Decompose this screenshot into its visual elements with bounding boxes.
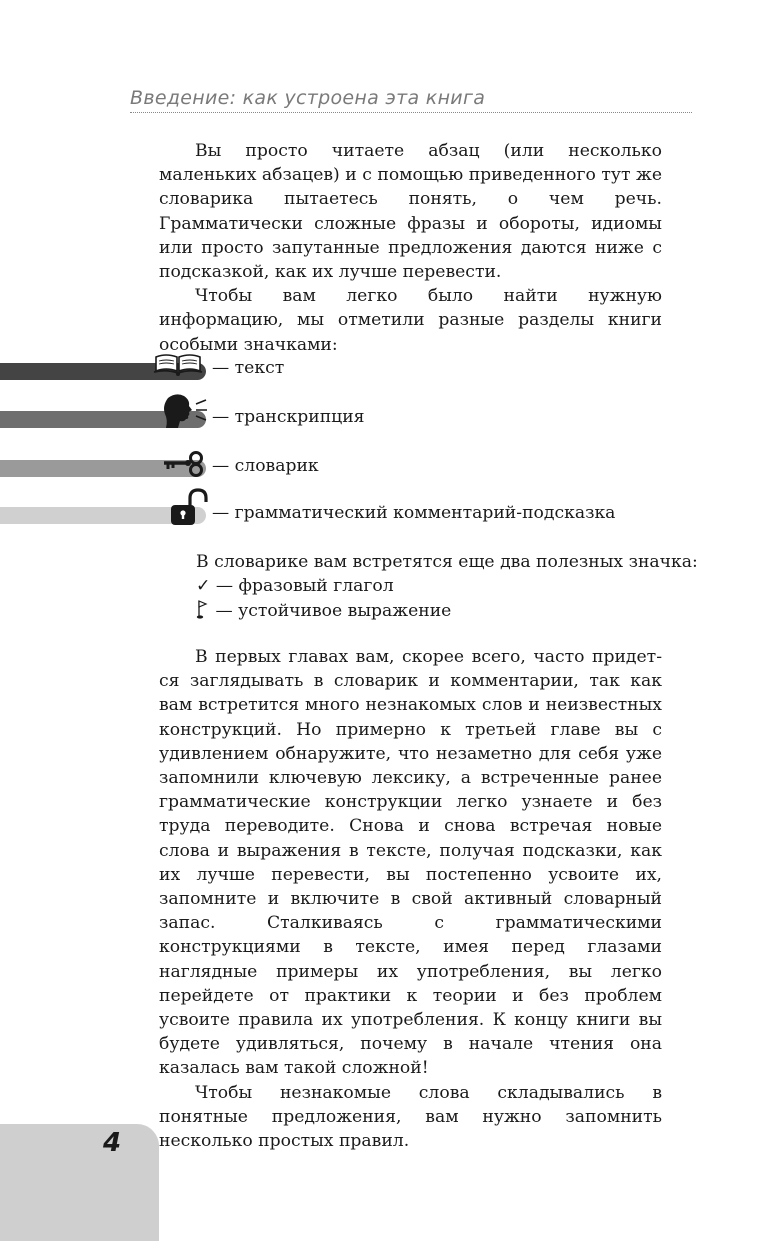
- intro-text: [159, 139, 662, 357]
- key-icon: [162, 449, 206, 483]
- main-paragraph-1: В первых главах вам, скорее всего, часто придется заглядывать в словарик и комментарии, так как вам встретится много незнакомых слов и неизвестных конструкций. Но примерно к третьей главе вы с удивлением обнаружите, что незаметно для себя уже запомнили ключевую лексику, а встреченные ранее грамматические конструкции легко узнаете и без труда переводите. Снова и снова встречая новые слова и выражения в тексте, получая подсказки, как их лучше перевести, вы постепенно усвоите их, запомните и включите в свой активный словарный запас. Сталкиваясь с грамматическими конструкциями в тексте, имея перед глазами наглядные примеры их употребления, вы легко перейдете от практики к теории и без проблем усвоите правила их употребления. К концу книги вы будете удивляться, почему в начале чтения она казалась вам такой сложной!: [159, 647, 662, 1079]
- legend-label-transcription: — транскрипция: [212, 407, 365, 427]
- page-number-tab: [0, 1124, 159, 1241]
- main-text: [159, 645, 662, 1153]
- legend-label-text: — текст: [212, 358, 285, 378]
- page-number: 4: [103, 1128, 122, 1158]
- idiom-label: — устойчивое выражение: [215, 601, 452, 621]
- phrasal-verb-label: — фразовый глагол: [215, 576, 394, 596]
- legend-label-vocabulary: — словарик: [212, 456, 319, 476]
- vocab-markers-title: В словарике вам встретятся еще два полезных значка:: [196, 552, 698, 572]
- main-paragraph-2: Чтобы незнакомые слова складывались в понятные предложения, вам нужно запомнить несколько простых правил.: [159, 1082, 662, 1152]
- legend-item-vocabulary: [0, 456, 400, 479]
- running-header: Введение: как устроена эта книга: [130, 87, 486, 109]
- phrasal-verb-marker: [196, 574, 394, 598]
- flag-icon: [196, 599, 210, 626]
- legend-item-grammar: [0, 503, 620, 526]
- idiom-marker: [196, 599, 451, 626]
- intro-paragraph-2: Чтобы вам легко было найти нужную информацию, мы отметили разные разделы книги особыми значками:: [159, 286, 662, 355]
- intro-paragraph-1: Вы просто читаете абзац (или несколько маленьких абзацев) и с помощью приведенного тут же словарика пытаетесь понять, о чем речь. Грамматически сложные фразы и обороты, идиомы или просто запутанные предложения даются ниже с подсказкой, как их лучше перевести.: [159, 141, 662, 283]
- legend-item-transcription: [0, 407, 400, 430]
- open-padlock-icon: [168, 488, 210, 532]
- speaking-head-icon: [160, 392, 210, 436]
- open-book-icon: [152, 351, 204, 381]
- legend-label-grammar: — грамматический комментарий-подсказка: [212, 503, 616, 523]
- checkmark-icon: ✓: [196, 576, 211, 596]
- header-divider: [130, 112, 692, 113]
- legend-item-text: [0, 358, 300, 381]
